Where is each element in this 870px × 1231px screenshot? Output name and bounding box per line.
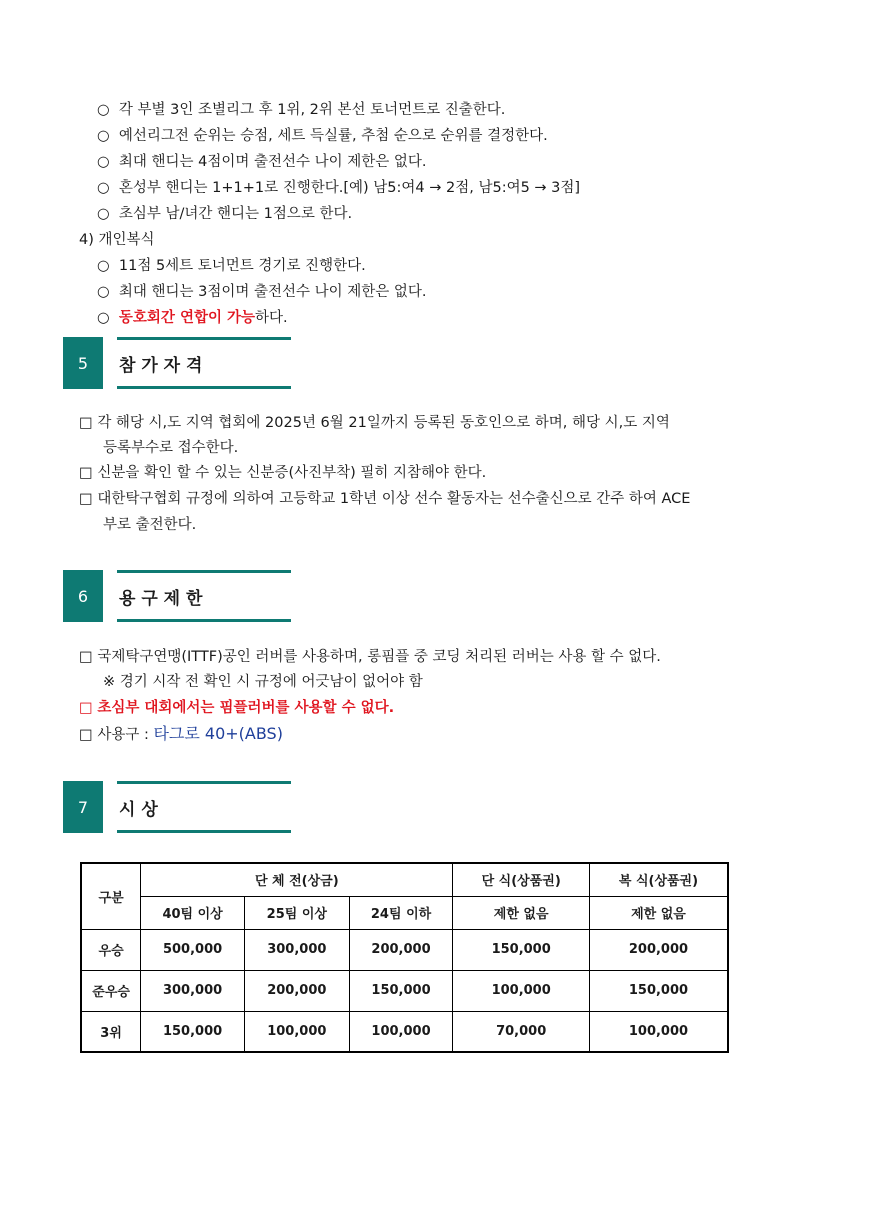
table-cell: 150,000 [141,1011,245,1052]
list-item-continued: 등록부수로 접수한다. [103,440,239,456]
item-text: 국제탁구연맹(ITTF)공인 러버를 사용하며, 롱핌플 중 코딩 처리된 러버는 사용 할 수 없다. [97,649,661,665]
section-title: 참 가 자 격 [117,337,291,389]
bullet-circle-icon: ○ [97,284,110,300]
item-text: 각 해당 시,도 지역 협회에 2025년 6월 21일까지 등록된 동호인으로 하며, 해당 시,도 지역 [97,415,670,431]
table-cell: 500,000 [141,929,245,970]
item-text: 최대 핸디는 4점이며 출전선수 나이 제한은 없다. [118,154,427,170]
list-item [79,724,283,745]
table-sub-header: 제한 없음 [453,896,590,929]
table-cell: 100,000 [244,1011,349,1052]
item-text: 초심부 남/녀간 핸디는 1점으로 한다. [118,206,353,222]
item-text: 대한탁구협회 규정에 의하여 고등학교 1학년 이상 선수 활동자는 선수출신으로 간주 하여 ACE [97,491,691,507]
subheading: 4) 개인복식 [79,232,155,248]
item-text: 예선리그전 순위는 승점, 세트 득실률, 추첨 순으로 순위를 결정한다. [118,128,548,144]
item-text: 사용구 : [97,727,149,743]
list-item [79,698,394,718]
list-item [79,413,670,433]
bullet-box-icon: □ [79,465,93,481]
row-label: 우승 [81,929,141,970]
highlight-text: 동호회간 연합이 가능 [118,310,256,326]
table-cell: 100,000 [589,1011,728,1052]
table-group-header: 단 체 전(상금) [141,863,453,896]
list-item [97,152,427,172]
table-cell: 100,000 [349,1011,453,1052]
bullet-box-icon: □ [79,491,93,507]
item-text: 11점 5세트 토너먼트 경기로 진행한다. [118,258,366,274]
bullet-circle-icon: ○ [97,102,110,118]
list-item [97,256,366,276]
item-text: 하다. [255,310,288,326]
note-text: ※ 경기 시작 전 확인 시 규정에 어긋남이 없어야 함 [103,674,423,690]
table-corner-header: 구분 [81,863,141,929]
table-sub-header: 제한 없음 [589,896,728,929]
item-text: 신분을 확인 할 수 있는 신분증(사진부착) 필히 지참해야 한다. [97,465,487,481]
table-sub-header: 40팀 이상 [141,896,245,929]
section-title: 시 상 [117,781,291,833]
prize-table [80,862,729,1053]
list-item-continued: 부로 출전한다. [103,517,197,533]
list-item [79,489,690,509]
table-group-header: 복 식(상품권) [589,863,728,896]
table-cell: 150,000 [453,929,590,970]
table-cell: 200,000 [349,929,453,970]
list-item [97,204,352,224]
section-number: 6 [63,570,103,622]
table-sub-header: 25팀 이상 [244,896,349,929]
list-item [79,647,661,667]
bullet-box-icon: □ [79,700,93,716]
table-row [81,970,728,1011]
highlight-text: 초심부 대회에서는 핌플러버를 사용할 수 없다. [97,700,395,716]
item-text: 각 부별 3인 조별리그 후 1위, 2위 본선 토너먼트로 진출한다. [118,102,506,118]
table-cell: 100,000 [453,970,590,1011]
bullet-circle-icon: ○ [97,310,110,326]
item-text: 혼성부 핸디는 1+1+1로 진행한다.[예) 남5:여4 → 2점, 남5:여5 → 3점] [118,180,581,196]
row-label: 3위 [81,1011,141,1052]
table-cell: 150,000 [349,970,453,1011]
ball-name: 타그로 40+(ABS) [153,724,283,743]
table-cell: 70,000 [453,1011,590,1052]
table-cell: 200,000 [589,929,728,970]
item-text: 최대 핸디는 3점이며 출전선수 나이 제한은 없다. [118,284,427,300]
list-item [97,126,548,146]
table-row [81,1011,728,1052]
bullet-box-icon: □ [79,727,93,743]
table-cell: 200,000 [244,970,349,1011]
bullet-circle-icon: ○ [97,154,110,170]
bullet-box-icon: □ [79,415,93,431]
list-item [97,100,505,120]
table-cell: 300,000 [244,929,349,970]
list-item [79,463,486,483]
bullet-circle-icon: ○ [97,258,110,274]
bullet-box-icon: □ [79,649,93,665]
list-item [97,178,580,198]
table-sub-header: 24팀 이하 [349,896,453,929]
table-cell: 150,000 [589,970,728,1011]
section-title: 용 구 제 한 [117,570,291,622]
bullet-circle-icon: ○ [97,180,110,196]
section-number: 5 [63,337,103,389]
list-item [97,308,288,328]
bullet-circle-icon: ○ [97,206,110,222]
section-number: 7 [63,781,103,833]
bullet-circle-icon: ○ [97,128,110,144]
table-cell: 300,000 [141,970,245,1011]
list-item [97,282,427,302]
row-label: 준우승 [81,970,141,1011]
table-group-header: 단 식(상품권) [453,863,590,896]
table-row [81,929,728,970]
